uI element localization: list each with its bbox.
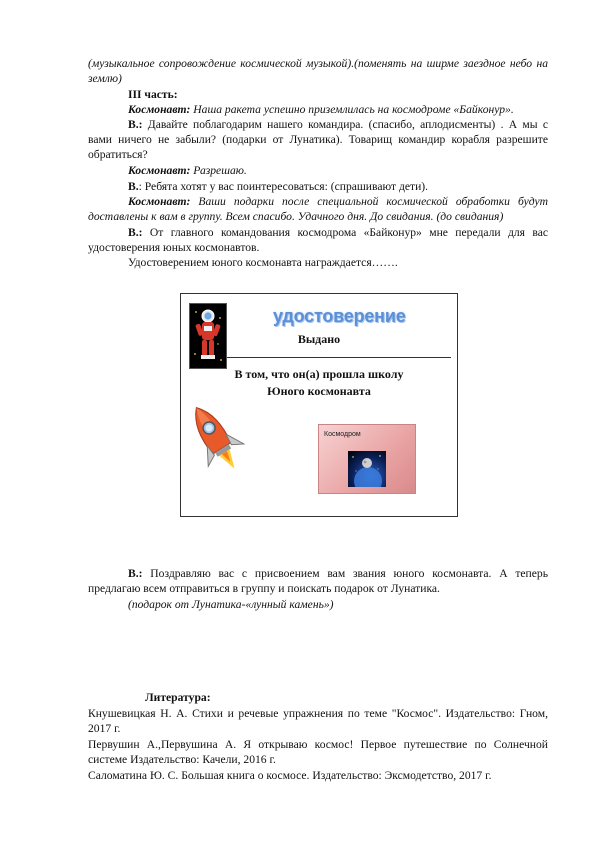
speech: От главного командования космодрома «Байконур» мне передали для вас удостоверения юных космонавтов. <box>88 226 548 254</box>
literature-item: Саломатина Ю. С. Большая книга о космосе. Издательство: Эксмодетство, 2017 г. <box>88 769 492 782</box>
literature-item: Кнушевицкая Н. А. Стихи и речевые упражнения по теме "Космос". Издательство: Гном, 2017 г. <box>88 707 548 735</box>
speaker: В. <box>128 180 139 193</box>
speech: Давайте поблагодарим нашего командира. (спасибо, аплодисменты) . А мы с вами ничего не забыли? (подарки от Лунатика). Товарищ командир корабля разрешите обратиться? <box>88 118 548 161</box>
certificate-title: удостоверение <box>273 306 406 326</box>
part-heading: III часть: <box>128 88 178 101</box>
line-cosmonaut-3 <box>88 194 548 224</box>
speech: Поздравляю вас с присвоением вам звания юного космонавта. А теперь предлагаю всем отправиться в группу и поискать подарок от Лунатика. <box>88 567 548 595</box>
line-teacher-1 <box>88 117 548 162</box>
certificate-line-2: Юного космонавта <box>267 384 371 398</box>
issued-label: Выдано <box>297 332 341 346</box>
speech: Ваши подарки после специальной космической обработки будут доставлены к вам в группу. Всем спасибо. Удачного дня. До свидания. (до свидания) <box>88 195 548 223</box>
music-note: (музыкальное сопровождение космической музыкой).(поменять на ширме заездное небо на землю) <box>88 57 548 85</box>
gift-note: (подарок от Лунатика-«лунный камень») <box>128 598 334 611</box>
speaker: Космонавт: <box>128 103 191 116</box>
speaker: В.: <box>128 118 143 131</box>
speaker: Космонавт: <box>128 164 191 177</box>
speech: : Ребята хотят у вас поинтересоваться: (спрашивают дети). <box>138 180 429 193</box>
cosmodrome-card <box>318 424 416 494</box>
award-line: Удостоверением юного космонавта награждается……. <box>128 256 398 269</box>
name-blank-line <box>227 357 451 358</box>
line-teacher-3 <box>88 225 548 255</box>
speaker: В.: <box>128 567 143 580</box>
speech: Наша ракета успешно приземлилась на космодроме «Байконур». <box>190 103 514 116</box>
certificate-text <box>181 366 457 400</box>
rocket-icon <box>187 400 245 478</box>
planet-icon <box>348 451 386 487</box>
literature-title: Литература: <box>145 691 211 704</box>
speaker: В.: <box>128 226 143 239</box>
line-cosmonaut-1 <box>88 102 548 117</box>
rocket-image <box>187 400 245 478</box>
line-teacher-4 <box>88 566 548 596</box>
speaker: Космонавт: <box>128 195 191 208</box>
cosmodrome-label: Космодром <box>324 431 361 438</box>
line-teacher-2 <box>88 179 548 194</box>
space-image <box>348 451 386 487</box>
literature-item: Первушин А.,Первушина А. Я открываю космос! Первое путешествие по Солнечной системе Издательство: Качели, 2016 г. <box>88 738 548 766</box>
certificate <box>180 293 458 517</box>
line-cosmonaut-2 <box>88 163 548 178</box>
certificate-line-1: В том, что он(а) прошла школу <box>234 367 404 381</box>
speech: Разрешаю. <box>190 164 247 177</box>
